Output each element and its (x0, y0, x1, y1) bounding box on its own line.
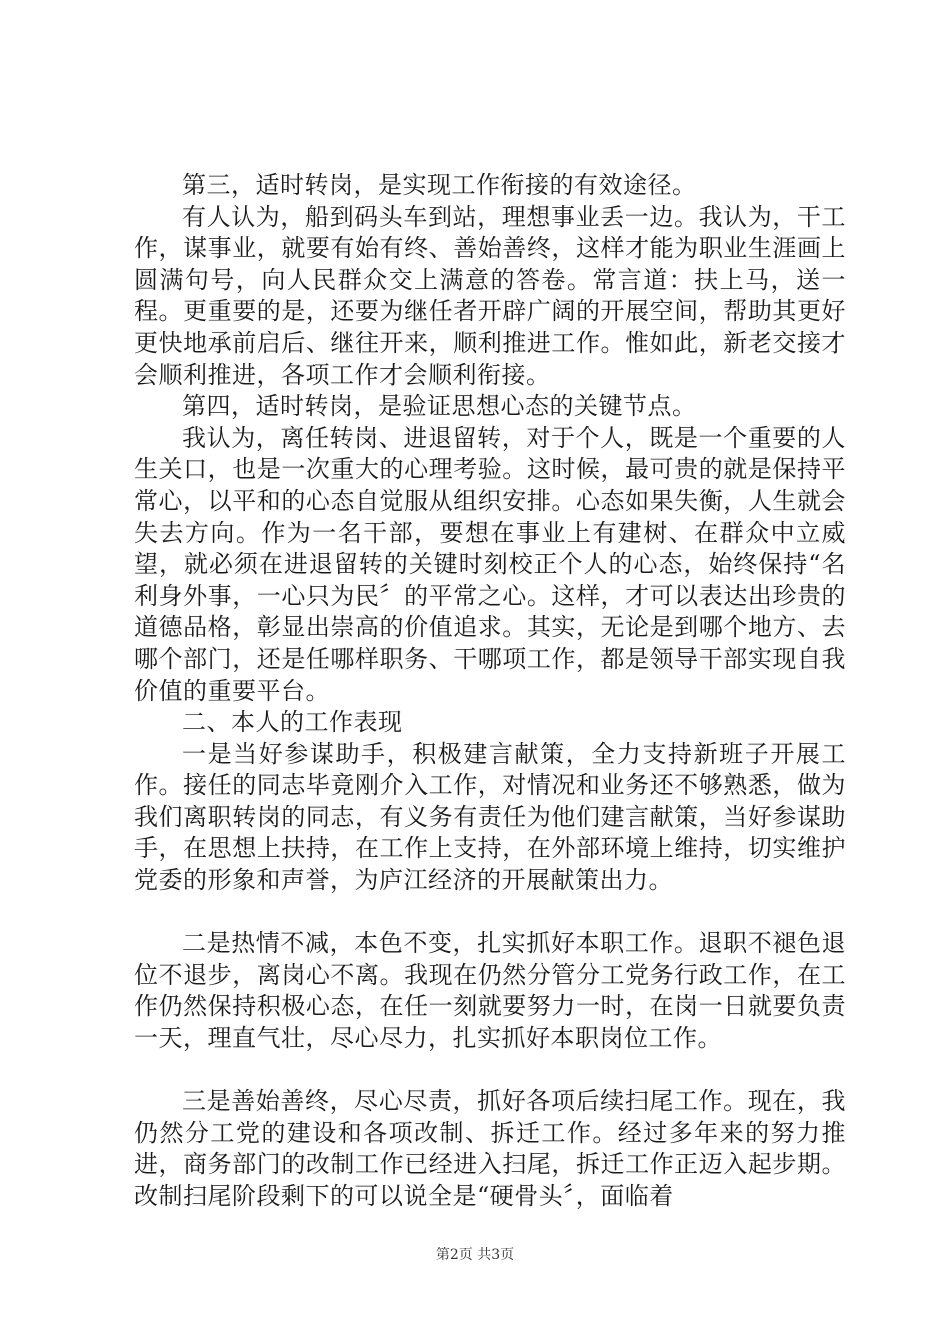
section-heading-work-performance: 二、本人的工作表现 (182, 708, 403, 737)
paragraph-enthusiasm: 二是热情不减，本色不变，扎实抓好本职工作。退职不褪色退位不退步，离岗心不离。我现在仍然分管分工党务行政工作，在工作仍然保持积极心态，在任一刻就要努力一时，在岗一日就要负责一天，理直气壮，尽心尽力，扎实抓好本职岗位工作。 (134, 929, 846, 1053)
paragraph-mindset: 我认为，离任转岗、进退留转，对于个人，既是一个重要的人生关口，也是一次重大的心理考验。这时候，最可贵的就是保持平常心，以平和的心态自觉服从组织安排。心态如果失衡，人生就会失去方向。作为一名干部，要想在事业上有建树、在群众中立威望，就必须在进退留转的关键时刻校正个人的心态，始终保持“名利身外事，一心只为民〞的平常之心。这样，才可以表达出珍贵的道德品格，彰显出崇高的价值追求。其实，无论是到哪个地方、去哪个部门，还是任哪样职务、干哪项工作，都是领导干部实现自我价值的重要平台。 (134, 423, 846, 705)
document-body (134, 170, 846, 1213)
page-footer (0, 1244, 950, 1264)
paragraph-third-point: 第三，适时转岗，是实现工作衔接的有效途径。 (182, 171, 697, 199)
paragraph-advisor-role: 一是当好参谋助手，积极建言献策，全力支持新班子开展工作。接任的同志毕竟刚介入工作，对情况和业务还不够熟悉，做为我们离职转岗的同志，有义务有责任为他们建言献策，当好参谋助手，在思想上扶持，在工作上支持，在外部环境上维持，切实维护党委的形象和声誉，为庐江经济的开展献策出力。 (134, 739, 846, 895)
paragraph-fourth-point: 第四，适时转岗，是验证思想心态的关键节点。 (182, 392, 697, 421)
paragraph-smooth-handover: 有人认为，船到码头车到站，理想事业丢一边。我认为，干工作，谋事业，就要有始有终、善始善终，这样才能为职业生涯画上圆满句号，向人民群众交上满意的答卷。常言道：扶上马，送一程。更重要的是，还要为继任者开辟广阔的开展空间，帮助其更好更快地承前启后、继往开来，顺利推进工作。惟如此，新老交接才会顺利推进，各项工作才会顺利衔接。 (134, 202, 846, 389)
page-number-label: 第2页 共3页 (435, 1247, 515, 1263)
paragraph-follow-up-work: 三是善始善终，尽心尽责，抓好各项后续扫尾工作。现在，我仍然分工党的建设和各项改制、拆迁工作。经过多年来的努力推进，商务部门的改制工作已经进入扫尾，拆迁工作正迈入起步期。改制扫尾阶段剩下的可以说全是“硬骨头〞，面临着 (134, 1087, 846, 1210)
